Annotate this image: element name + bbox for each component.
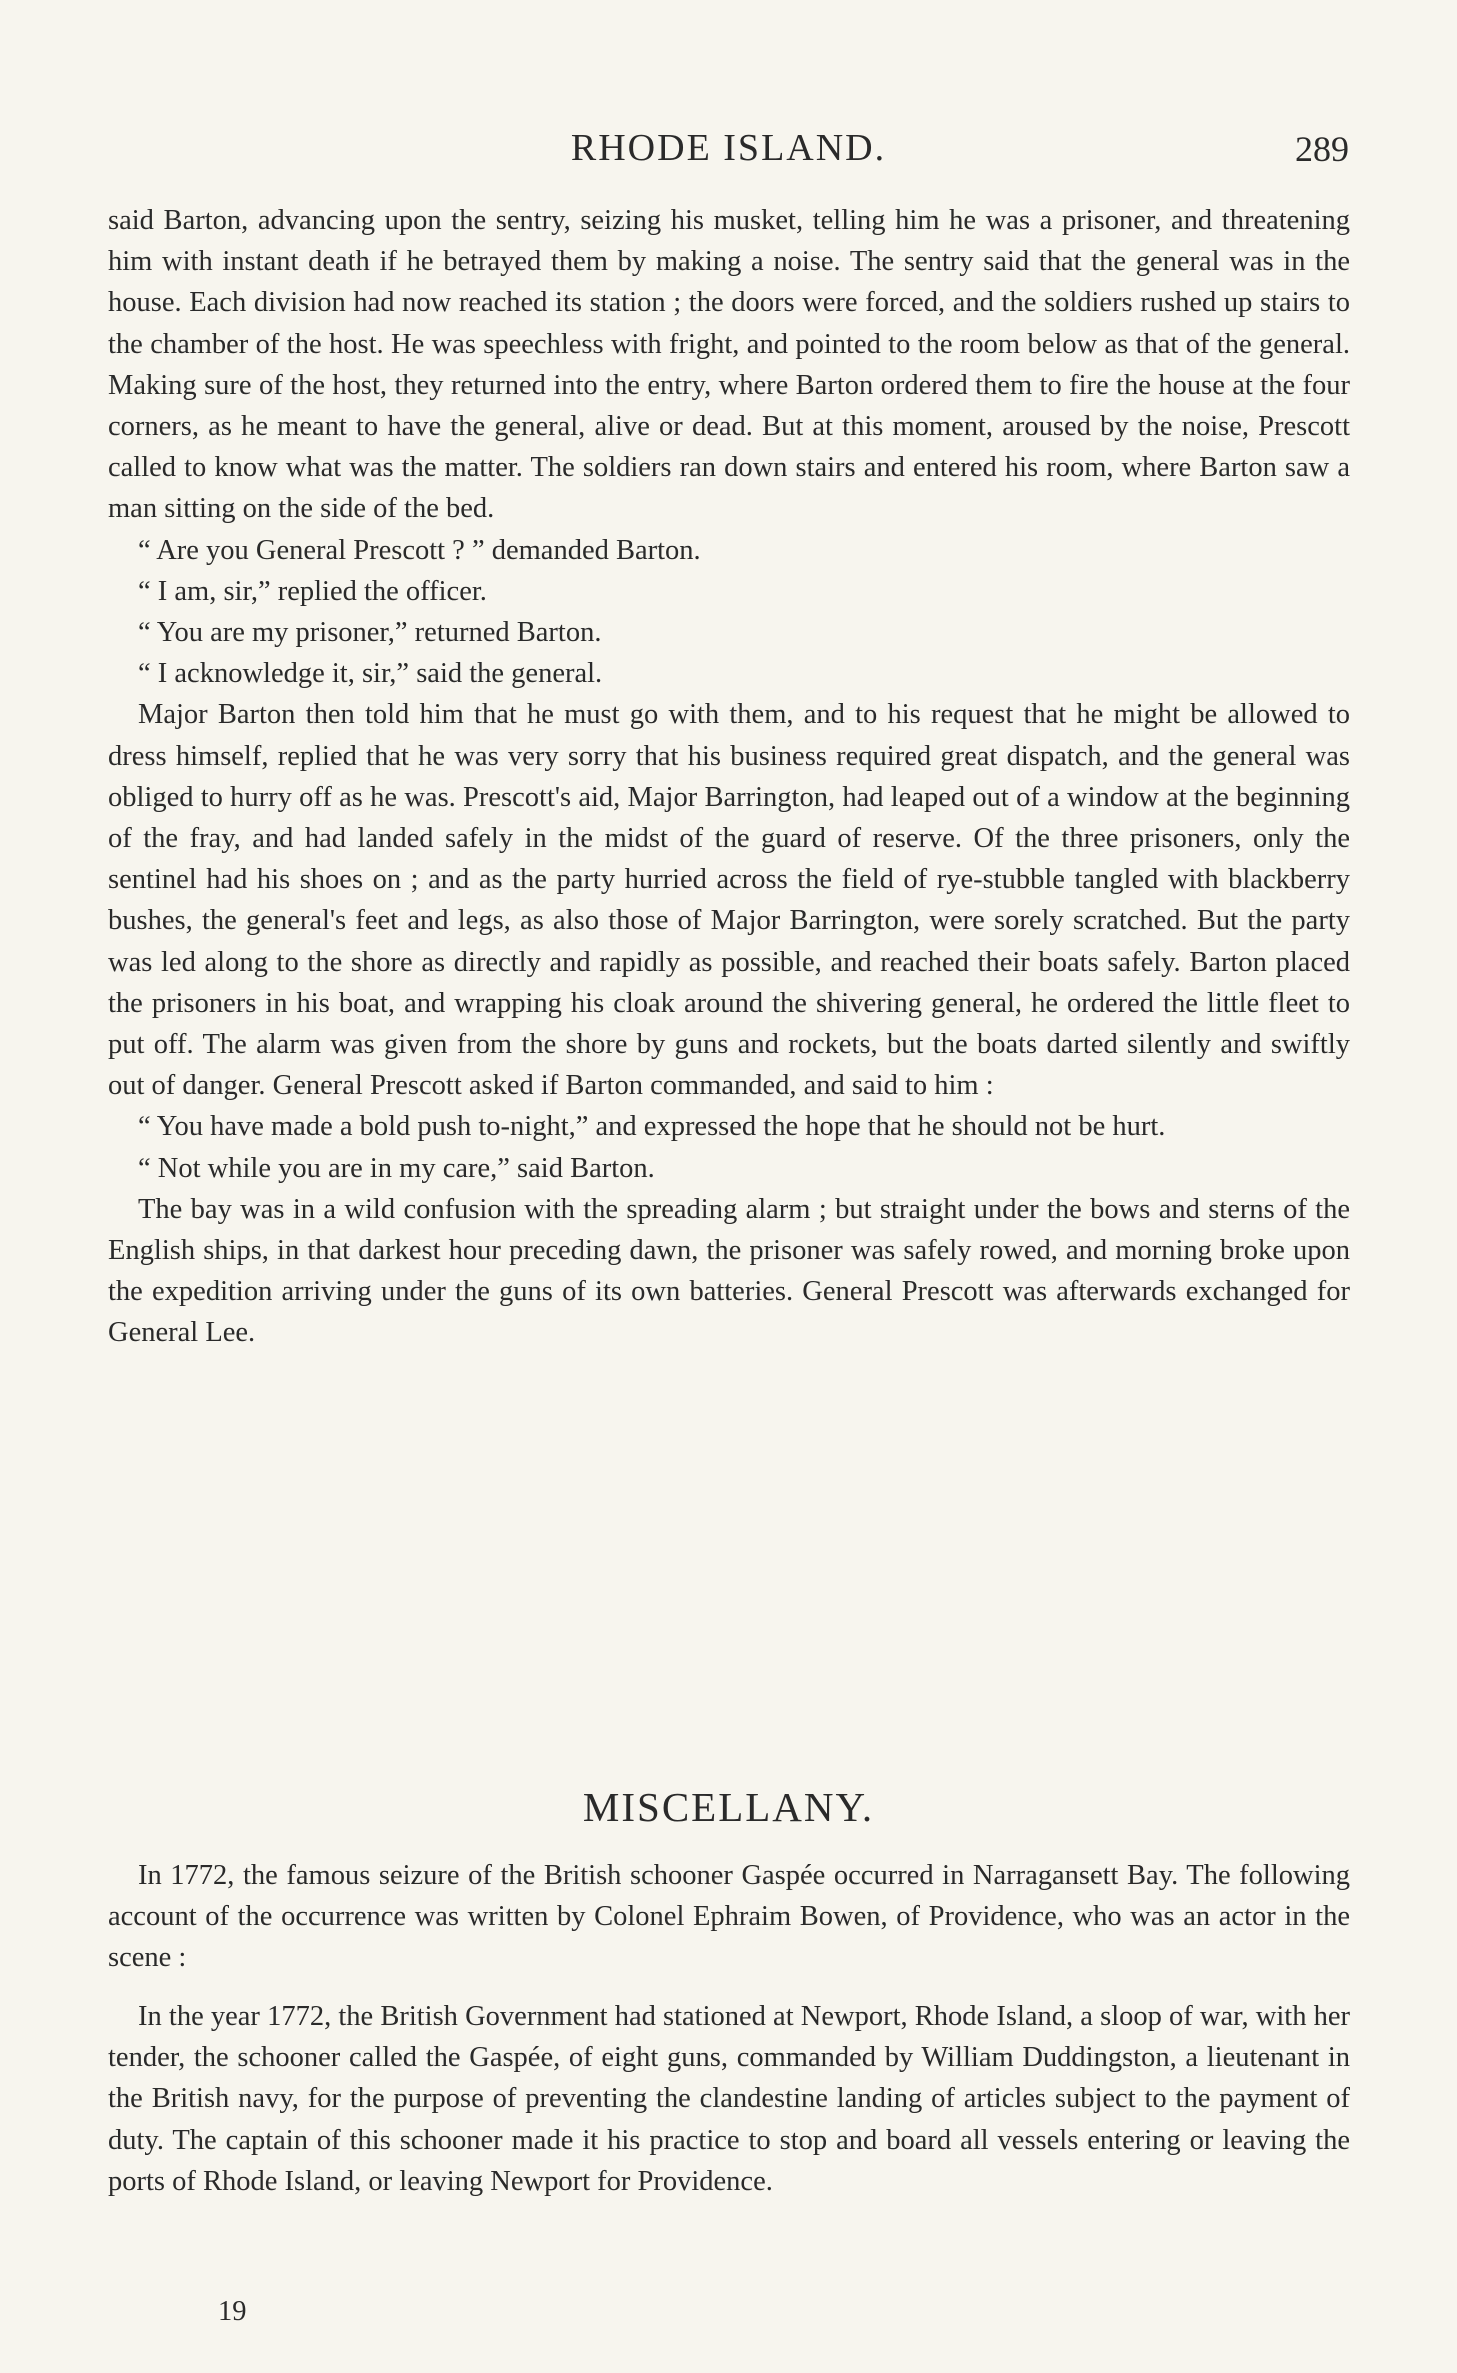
- dialogue-line: “ I acknowledge it, sir,” said the general.: [138, 658, 603, 690]
- dialogue-line: “ Not while you are in my care,” said Barton.: [138, 1152, 655, 1184]
- account-paragraph: In the year 1772, the British Government had stationed at Newport, Rhode Island, a sloop of war, with her tender, the schooner called the Gaspée, of eight guns, commanded by William Duddingston, a lieutenant in the British navy, for the purpose of preventing the clandestine landing of articles subject to the payment of duty. The captain of this schooner made it his practice to stop and board all vessels entering or leaving the ports of Rhode Island, or leaving Newport for Providence.: [108, 2001, 1350, 2197]
- signature-mark: 19: [218, 2296, 247, 2327]
- running-title: RHODE ISLAND.: [570, 127, 887, 169]
- main-text: [108, 200, 1350, 1354]
- dialogue-line: “ You are my prisoner,” returned Barton.: [138, 617, 602, 649]
- section-account: [108, 1996, 1350, 2202]
- running-head: [0, 120, 1457, 170]
- paragraph: said Barton, advancing upon the sentry, seizing his musket, telling him he was a prisoner, and threatening him with instant death if he betrayed them by making a noise. The sentry said that the general was in the house. Each division had now reached its station ; the doors were forced, and the soldiers rushed up stairs to the chamber of the host. He was speechless with fright, and pointed to the room below as that of the general. Making sure of the host, they returned into the entry, where Barton ordered them to fire the house at the four corners, as he meant to have the general, alive or dead. But at this moment, aroused by the noise, Prescott called to know what was the matter. The soldiers ran down stairs and entered his room, where Barton saw a man sitting on the side of the bed.: [108, 205, 1350, 525]
- section-intro: [108, 1855, 1350, 1979]
- page-number: 289: [1295, 129, 1349, 169]
- paragraph: The bay was in a wild confusion with the spreading alarm ; but straight under the bows and sterns of the English ships, in that darkest hour preceding dawn, the prisoner was safely rowed, and morning broke upon the expedition arriving under the guns of its own batteries. General Prescott was afterwards exchanged for General Lee.: [108, 1193, 1350, 1349]
- paragraph: Major Barton then told him that he must go with them, and to his request that he might be allowed to dress himself, replied that he was very sorry that his business required great dispatch, and the general was obliged to hurry off as he was. Prescott's aid, Major Barrington, had leaped out of a window at the beginning of the fray, and had landed safely in the midst of the guard of reserve. Of the three prisoners, only the sentinel had his shoes on ; and as the party hurried across the field of rye-stubble tangled with blackberry bushes, the general's feet and legs, as also those of Major Barrington, were sorely scratched. But the party was led along to the shore as directly and rapidly as possible, and reached their boats safely. Barton placed the prisoners in his boat, and wrapping his cloak around the shivering general, he ordered the little fleet to put off. The alarm was given from the shore by guns and rockets, but the boats darted silently and swiftly out of danger. General Prescott asked if Barton commanded, and said to him :: [108, 699, 1350, 1102]
- section-heading: MISCELLANY.: [582, 1784, 875, 1830]
- intro-paragraph: In 1772, the famous seizure of the British schooner Gaspée occurred in Narragansett Bay. The following account of the occurrence was written by Colonel Ephraim Bowen, of Providence, who was an actor in the scene :: [108, 1860, 1350, 1974]
- dialogue-line: “ I am, sir,” replied the officer.: [138, 575, 487, 607]
- dialogue-line: “ Are you General Prescott ? ” demanded Barton.: [138, 534, 701, 566]
- dialogue-line: “ You have made a bold push to-night,” and expressed the hope that he should not be hurt.: [138, 1111, 1166, 1143]
